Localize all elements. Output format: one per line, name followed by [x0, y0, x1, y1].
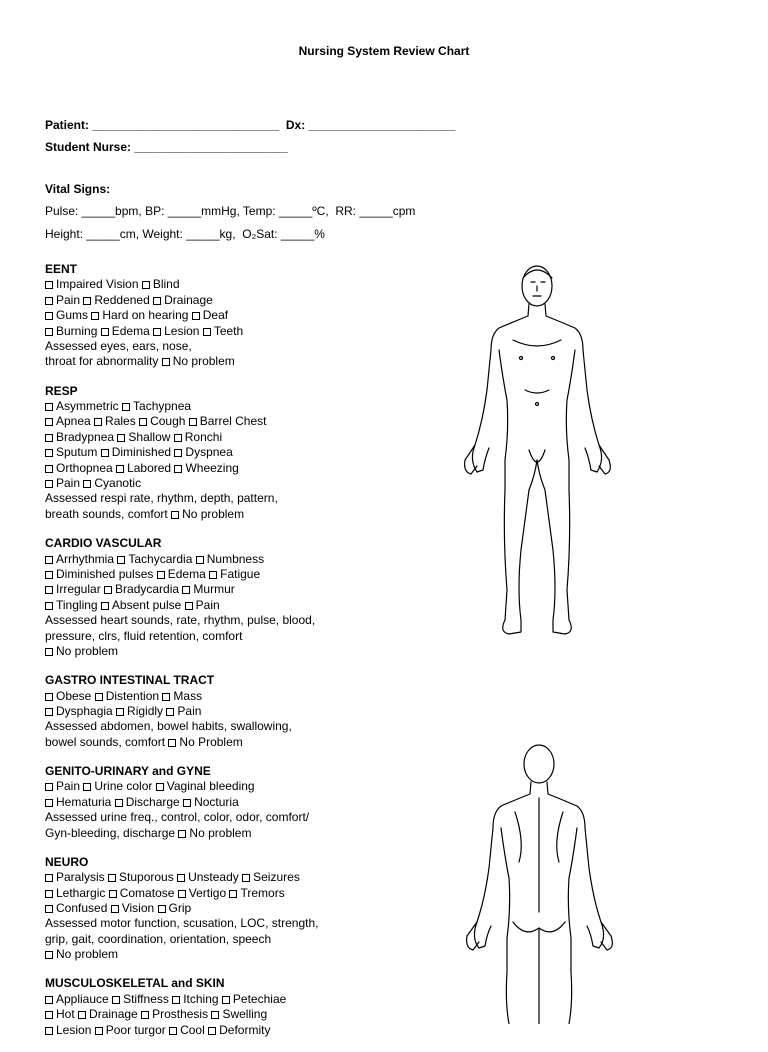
checkbox-row	[45, 901, 445, 916]
checkbox[interactable]	[139, 418, 147, 426]
checkbox[interactable]	[91, 312, 99, 320]
section-title: NEURO	[45, 854, 89, 869]
checkbox-label: Labored	[127, 460, 172, 475]
no-problem-label: No problem	[172, 354, 235, 369]
checkbox[interactable]	[174, 434, 182, 442]
checkbox-label: Obese	[56, 688, 92, 703]
checkbox-label: Drainage	[89, 1007, 138, 1022]
checkbox[interactable]	[174, 449, 182, 457]
checkbox-label: Sputum	[56, 445, 98, 460]
checkbox[interactable]	[242, 874, 250, 882]
checkbox[interactable]	[95, 1027, 103, 1035]
checkbox[interactable]	[45, 783, 53, 791]
checkbox[interactable]	[83, 480, 91, 488]
assessed-line	[45, 629, 445, 644]
checkbox-label: Murmur	[193, 582, 235, 597]
checkbox[interactable]	[229, 890, 237, 898]
checkbox[interactable]	[209, 571, 217, 579]
checkbox-label: Appliauce	[56, 991, 109, 1006]
checkbox-label: Hot	[56, 1007, 75, 1022]
checkbox-row	[45, 1007, 445, 1022]
checkbox[interactable]	[115, 799, 123, 807]
checkbox[interactable]	[45, 708, 53, 716]
assessed-text: throat for abnormality	[45, 354, 159, 369]
checkbox[interactable]	[177, 874, 185, 882]
checkbox-row	[45, 992, 445, 1007]
checkbox-label: Rales	[105, 414, 136, 429]
checkbox[interactable]	[45, 328, 53, 336]
checkbox-row	[45, 598, 445, 613]
checkbox[interactable]	[45, 602, 53, 610]
checkbox-label: Stiffness	[123, 991, 169, 1006]
no-problem-checkbox[interactable]	[171, 511, 179, 519]
no-problem-checkbox[interactable]	[45, 951, 53, 959]
checkbox-row	[45, 414, 445, 429]
section-title: EENT	[45, 262, 78, 276]
checkbox-label: Dysphagia	[56, 703, 113, 718]
checkbox-row	[45, 704, 445, 719]
checkbox-label: Lesion	[56, 1022, 92, 1037]
checkbox[interactable]	[101, 449, 109, 457]
checkbox[interactable]	[109, 890, 117, 898]
assessed-line	[45, 613, 445, 628]
checkbox-label: Wheezing	[185, 460, 239, 475]
section-6	[45, 976, 445, 1038]
checkbox-row	[45, 689, 445, 704]
checkbox-row	[45, 461, 445, 476]
section-3	[45, 673, 445, 750]
checkbox-label: Urine color	[94, 779, 153, 794]
checkbox-row	[45, 567, 445, 582]
checkbox[interactable]	[101, 328, 109, 336]
checkbox-row	[45, 324, 445, 339]
document-title: Nursing System Review Chart	[298, 44, 470, 58]
checkbox[interactable]	[153, 297, 161, 305]
checkbox[interactable]	[95, 693, 103, 701]
assessed-line	[45, 932, 445, 947]
checkbox-label: Lesion	[164, 323, 200, 338]
section-title: MUSCULOSKELETAL and SKIN	[45, 976, 225, 991]
no-problem-checkbox[interactable]	[168, 739, 176, 747]
assessed-line	[45, 916, 445, 931]
checkbox-row	[45, 445, 445, 460]
checkbox-label: Cyanotic	[94, 476, 142, 491]
checkbox-label: Rigidly	[127, 703, 164, 718]
checkbox-label: Teeth	[213, 323, 244, 338]
checkbox-label: Cool	[180, 1022, 205, 1037]
checkbox-row	[45, 886, 445, 901]
checkbox-label: Edema	[111, 323, 150, 338]
checkbox[interactable]	[208, 1027, 216, 1035]
checkbox-label: Mass	[173, 688, 203, 703]
checkbox[interactable]	[112, 996, 120, 1004]
body-back-outline-icon	[455, 742, 645, 1024]
no-problem-label: No problem	[182, 506, 245, 521]
student-nurse-line[interactable]: Student Nurse: _______________________	[45, 140, 288, 154]
checkbox-label: Diminished pulses	[56, 566, 154, 581]
checkbox-label: Deaf	[202, 308, 229, 323]
assessed-line	[45, 507, 445, 522]
checkbox-label: Nocturia	[194, 794, 239, 809]
checkbox-row	[45, 870, 445, 885]
checkbox-label: Itching	[183, 991, 219, 1006]
checkbox[interactable]	[189, 418, 197, 426]
checkbox[interactable]	[166, 708, 174, 716]
vitals-line-pulse[interactable]: Pulse: _____bpm, BP: _____mmHg, Temp: _____ºC, RR: _____cpm	[45, 204, 416, 218]
section-4	[45, 764, 445, 841]
checkbox-label: Pain	[56, 292, 81, 307]
checkbox-row	[45, 293, 445, 308]
checkbox-label: Dyspnea	[185, 445, 233, 460]
checkbox[interactable]	[117, 434, 125, 442]
checkbox-label: Fatigue	[220, 566, 261, 581]
assessed-text: Assessed abdomen, bowel habits, swallowing,	[45, 719, 292, 734]
checkbox-label: Hematuria	[56, 794, 112, 809]
checkbox-label: Shallow	[128, 429, 171, 444]
section-5	[45, 855, 445, 963]
checkbox-label: Bradypnea	[56, 429, 115, 444]
no-problem-label: No Problem	[179, 734, 243, 749]
assessed-text: Gyn-bleeding, discharge	[45, 825, 176, 840]
checkbox-label: Blind	[152, 277, 180, 292]
checkbox[interactable]	[45, 1027, 53, 1035]
assessed-line	[45, 354, 445, 369]
checkbox-label: Pain	[56, 476, 81, 491]
system-sections	[45, 262, 445, 1052]
checkbox[interactable]	[45, 434, 53, 442]
checkbox-label: Impaired Vision	[56, 277, 139, 292]
checkbox-label: Apnea	[56, 414, 91, 429]
checkbox[interactable]	[45, 890, 53, 898]
assessed-line	[45, 735, 445, 750]
section-1	[45, 384, 445, 523]
checkbox[interactable]	[78, 1011, 86, 1019]
no-problem-checkbox[interactable]	[178, 830, 186, 838]
section-title: RESP	[45, 383, 78, 398]
checkbox-label: Tremors	[240, 885, 285, 900]
checkbox-label: Edema	[167, 566, 206, 581]
no-problem-label: No problem	[56, 947, 119, 962]
checkbox-label: Deformity	[219, 1022, 271, 1037]
checkbox-label: Tachycardia	[128, 551, 193, 566]
checkbox[interactable]	[196, 556, 204, 564]
checkbox-row	[45, 277, 445, 292]
checkbox-label: Pain	[195, 597, 220, 612]
checkbox-label: Confused	[56, 901, 108, 916]
assessed-text: pressure, clrs, fluid retention, comfort	[45, 628, 243, 643]
vital-signs-heading: Vital Signs:	[45, 182, 111, 196]
checkbox[interactable]	[94, 418, 102, 426]
checkbox[interactable]	[162, 693, 170, 701]
checkbox-label: Prosthesis	[152, 1007, 209, 1022]
checkbox-label: Hard on hearing	[102, 308, 189, 323]
checkbox[interactable]	[182, 586, 190, 594]
assessed-text: Assessed motor function, scusation, LOC, strength,	[45, 916, 319, 931]
checkbox-label: Asymmetric	[56, 399, 119, 414]
checkbox[interactable]	[45, 905, 53, 913]
checkbox-row	[45, 430, 445, 445]
checkbox-label: Diminished	[111, 445, 172, 460]
checkbox-label: Pain	[56, 779, 81, 794]
checkbox[interactable]	[45, 480, 53, 488]
checkbox-row	[45, 795, 445, 810]
checkbox[interactable]	[116, 465, 124, 473]
checkbox[interactable]	[45, 312, 53, 320]
checkbox[interactable]	[158, 905, 166, 913]
checkbox[interactable]	[117, 556, 125, 564]
no-problem-checkbox[interactable]	[45, 648, 53, 656]
checkbox[interactable]	[157, 571, 165, 579]
checkbox[interactable]	[185, 602, 193, 610]
checkbox-label: Poor turgor	[105, 1022, 166, 1037]
checkbox-label: Grip	[168, 901, 192, 916]
checkbox-label: Reddened	[94, 292, 150, 307]
checkbox-label: Gums	[56, 308, 89, 323]
checkbox-row	[45, 582, 445, 597]
assessed-text: Assessed urine freq., control, color, odor, comfort/	[45, 810, 310, 825]
patient-dx-line[interactable]: Patient: ____________________________ Dx: ______________________	[45, 118, 456, 132]
no-problem-label: No problem	[56, 643, 119, 658]
checkbox[interactable]	[45, 586, 53, 594]
assessed-line	[45, 826, 445, 841]
checkbox-label: Lethargic	[56, 885, 106, 900]
checkbox-label: Tachypnea	[133, 399, 192, 414]
checkbox-label: Barrel Chest	[199, 414, 267, 429]
checkbox[interactable]	[45, 799, 53, 807]
checkbox-label: Vaginal bleeding	[166, 779, 255, 794]
section-0	[45, 262, 445, 370]
checkbox[interactable]	[111, 905, 119, 913]
assessed-text: breath sounds, comfort	[45, 506, 168, 521]
checkbox[interactable]	[45, 693, 53, 701]
checkbox[interactable]	[174, 465, 182, 473]
checkbox-label: Pain	[177, 703, 202, 718]
checkbox[interactable]	[45, 403, 53, 411]
checkbox-label: Vertigo	[188, 885, 227, 900]
checkbox[interactable]	[45, 1011, 53, 1019]
assessed-text: bowel sounds, comfort	[45, 734, 166, 749]
checkbox[interactable]	[45, 996, 53, 1004]
checkbox-label: Stuporous	[119, 870, 174, 885]
checkbox-label: Numbness	[206, 551, 265, 566]
checkbox-label: Burning	[56, 323, 98, 338]
checkbox[interactable]	[142, 281, 150, 289]
checkbox-label: Ronchi	[184, 429, 223, 444]
checkbox-label: Orthopnea	[56, 460, 113, 475]
checkbox[interactable]	[172, 996, 180, 1004]
checkbox[interactable]	[45, 556, 53, 564]
assessed-line	[45, 810, 445, 825]
checkbox-row	[45, 1023, 445, 1038]
assessed-text: Assessed respi rate, rhythm, depth, pattern,	[45, 491, 278, 506]
checkbox[interactable]	[45, 571, 53, 579]
vitals-line-height[interactable]: Height: _____cm, Weight: _____kg, O₂Sat: _____%	[45, 227, 325, 241]
checkbox-row	[45, 399, 445, 414]
checkbox[interactable]	[108, 874, 116, 882]
assessed-text: grip, gait, coordination, orientation, speech	[45, 931, 272, 946]
assessed-line	[45, 491, 445, 506]
checkbox-label: Petechiae	[232, 991, 287, 1006]
checkbox[interactable]	[122, 403, 130, 411]
checkbox[interactable]	[101, 602, 109, 610]
checkbox[interactable]	[183, 799, 191, 807]
checkbox-label: Swelling	[222, 1007, 268, 1022]
checkbox-row	[45, 476, 445, 491]
checkbox-label: Unsteady	[188, 870, 239, 885]
checkbox[interactable]	[156, 783, 164, 791]
no-problem-row	[45, 947, 445, 962]
no-problem-label: No problem	[189, 825, 252, 840]
assessed-line	[45, 339, 445, 354]
checkbox[interactable]	[141, 1011, 149, 1019]
assessed-text: Assessed heart sounds, rate, rhythm, pulse, blood,	[45, 613, 316, 628]
checkbox[interactable]	[45, 465, 53, 473]
checkbox[interactable]	[169, 1027, 177, 1035]
body-front-outline-icon	[455, 260, 645, 645]
checkbox[interactable]	[192, 312, 200, 320]
no-problem-checkbox[interactable]	[162, 358, 170, 366]
section-title: GASTRO INTESTINAL TRACT	[45, 673, 215, 688]
checkbox-label: Comatose	[119, 885, 175, 900]
checkbox[interactable]	[104, 586, 112, 594]
checkbox[interactable]	[45, 297, 53, 305]
checkbox-row	[45, 552, 445, 567]
checkbox[interactable]	[203, 328, 211, 336]
checkbox-label: Bradycardia	[115, 582, 180, 597]
checkbox-label: Arrhythmia	[56, 551, 115, 566]
checkbox[interactable]	[83, 297, 91, 305]
checkbox-row	[45, 308, 445, 323]
checkbox[interactable]	[211, 1011, 219, 1019]
checkbox[interactable]	[178, 890, 186, 898]
checkbox-label: Cough	[150, 414, 186, 429]
section-title: GENITO-URINARY and GYNE	[45, 763, 211, 778]
checkbox-label: Vision	[121, 901, 155, 916]
section-2	[45, 536, 445, 659]
checkbox[interactable]	[222, 996, 230, 1004]
checkbox-label: Absent pulse	[111, 597, 182, 612]
assessed-text: Assessed eyes, ears, nose,	[45, 339, 192, 354]
checkbox[interactable]	[45, 449, 53, 457]
checkbox[interactable]	[45, 281, 53, 289]
checkbox[interactable]	[116, 708, 124, 716]
assessed-line	[45, 719, 445, 734]
checkbox-label: Tingling	[56, 597, 98, 612]
checkbox-label: Seizures	[253, 870, 300, 885]
checkbox[interactable]	[45, 874, 53, 882]
checkbox-label: Drainage	[164, 292, 213, 307]
section-title: CARDIO VASCULAR	[45, 536, 162, 551]
checkbox[interactable]	[45, 418, 53, 426]
checkbox[interactable]	[153, 328, 161, 336]
checkbox-label: Discharge	[125, 794, 180, 809]
checkbox-label: Irregular	[56, 582, 101, 597]
checkbox-label: Distention	[105, 688, 160, 703]
checkbox[interactable]	[83, 783, 91, 791]
checkbox-row	[45, 779, 445, 794]
no-problem-row	[45, 644, 445, 659]
checkbox-label: Paralysis	[56, 870, 105, 885]
